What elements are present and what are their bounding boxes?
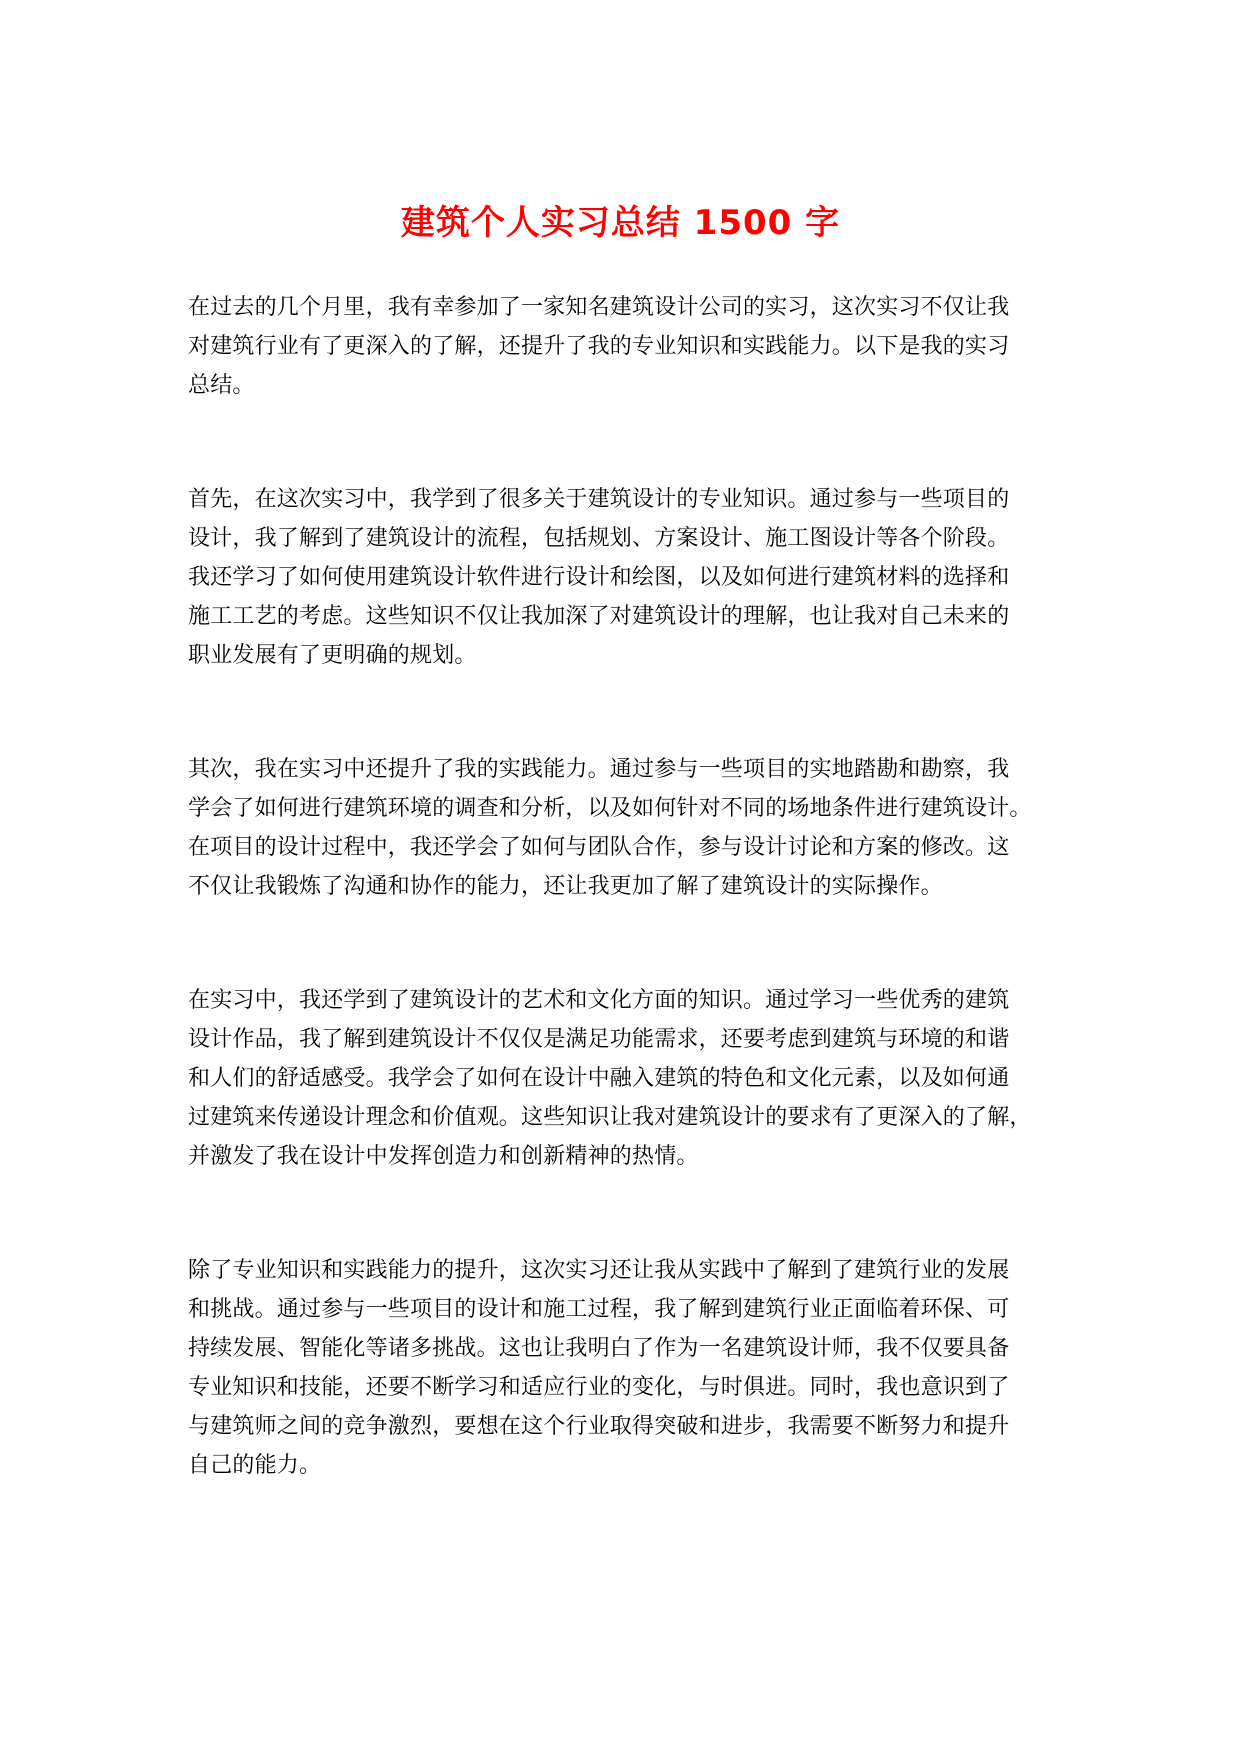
- text-line: 不仅让我锻炼了沟通和协作的能力，还让我更加了解了建筑设计的实际操作。: [188, 874, 943, 899]
- text-line: 在过去的几个月里，我有幸参加了一家知名建筑设计公司的实习，这次实习不仅让我: [188, 295, 1010, 320]
- paragraph-3: [188, 750, 1078, 906]
- text-line: 施工工艺的考虑。这些知识不仅让我加深了对建筑设计的理解，也让我对自己未来的: [188, 604, 1010, 629]
- text-line: 持续发展、智能化等诸多挑战。这也让我明白了作为一名建筑设计师，我不仅要具备: [188, 1336, 1010, 1361]
- text-line: 学会了如何进行建筑环境的调查和分析，以及如何针对不同的场地条件进行建筑设计。: [188, 796, 1032, 821]
- text-line: 首先，在这次实习中，我学到了很多关于建筑设计的专业知识。通过参与一些项目的: [188, 487, 1010, 512]
- text-line: 我还学习了如何使用建筑设计软件进行设计和绘图，以及如何进行建筑材料的选择和: [188, 565, 1010, 590]
- page-title: 建筑个人实习总结 1500 字: [400, 202, 841, 243]
- text-line: 和人们的舒适感受。我学会了如何在设计中融入建筑的特色和文化元素，以及如何通: [188, 1066, 1010, 1091]
- text-line: 在实习中，我还学到了建筑设计的艺术和文化方面的知识。通过学习一些优秀的建筑: [188, 988, 1010, 1013]
- paragraph-4: [188, 981, 1078, 1176]
- paragraph-1: [188, 288, 1078, 405]
- text-line: 并激发了我在设计中发挥创造力和创新精神的热情。: [188, 1144, 699, 1169]
- text-line: 其次，我在实习中还提升了我的实践能力。通过参与一些项目的实地踏勘和勘察，我: [188, 757, 1010, 782]
- text-line: 总结。: [188, 373, 255, 398]
- text-line: 设计，我了解到了建筑设计的流程，包括规划、方案设计、施工图设计等各个阶段。: [188, 526, 1010, 551]
- text-line: 专业知识和技能，还要不断学习和适应行业的变化，与时俱进。同时，我也意识到了: [188, 1375, 1010, 1400]
- text-line: 对建筑行业有了更深入的了解，还提升了我的专业知识和实践能力。以下是我的实习: [188, 334, 1010, 359]
- text-line: 设计作品，我了解到建筑设计不仅仅是满足功能需求，还要考虑到建筑与环境的和谐: [188, 1027, 1010, 1052]
- text-line: 和挑战。通过参与一些项目的设计和施工过程，我了解到建筑行业正面临着环保、可: [188, 1297, 1010, 1322]
- text-line: 自己的能力。: [188, 1453, 322, 1478]
- text-line: 与建筑师之间的竞争激烈，要想在这个行业取得突破和进步，我需要不断努力和提升: [188, 1414, 1010, 1439]
- paragraph-5: [188, 1251, 1078, 1485]
- text-line: 职业发展有了更明确的规划。: [188, 643, 477, 668]
- text-line: 过建筑来传递设计理念和价值观。这些知识让我对建筑设计的要求有了更深入的了解，: [188, 1105, 1032, 1130]
- paragraph-2: [188, 480, 1078, 675]
- text-line: 除了专业知识和实践能力的提升，这次实习还让我从实践中了解到了建筑行业的发展: [188, 1258, 1010, 1283]
- document-body: [188, 288, 1078, 1560]
- text-line: 在项目的设计过程中，我还学会了如何与团队合作，参与设计讨论和方案的修改。这: [188, 835, 1010, 860]
